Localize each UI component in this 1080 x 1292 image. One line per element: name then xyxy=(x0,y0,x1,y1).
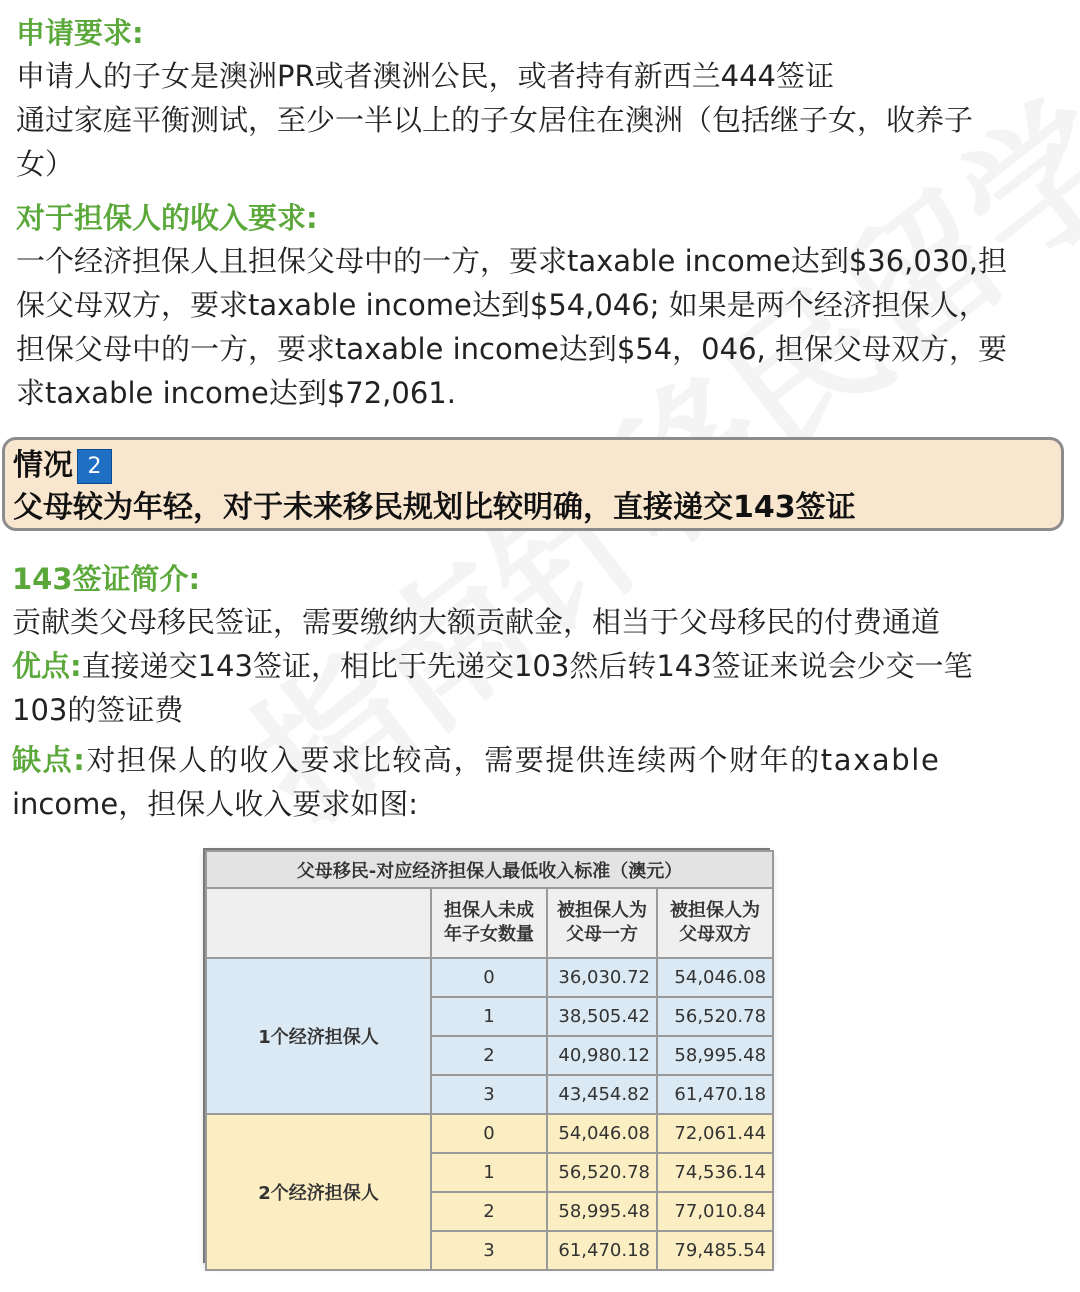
application-requirements-section xyxy=(16,14,1066,186)
cons-line xyxy=(12,738,1066,782)
children-cell: 2 xyxy=(431,1036,547,1075)
paragraph-line: 贡献类父母移民签证，需要缴纳大额贡献金，相当于父母移民的付费通道 xyxy=(12,605,941,639)
header-blank-cell xyxy=(206,888,431,958)
group-label-two-sponsors: 2个经济担保人 xyxy=(206,1114,431,1270)
section-heading: 143签证简介: xyxy=(12,562,201,596)
both-parents-cell: 77,010.84 xyxy=(657,1192,773,1231)
pros-label: 优点: xyxy=(12,649,82,683)
both-parents-cell: 54,046.08 xyxy=(657,958,773,997)
cons-label: 缺点: xyxy=(12,743,87,777)
one-parent-cell: 56,520.78 xyxy=(547,1153,657,1192)
one-parent-cell: 58,995.48 xyxy=(547,1192,657,1231)
table-row xyxy=(206,1114,773,1153)
paragraph-line: 担保父母中的一方，要求taxable income达到$54，046, 担保父母双方，要 xyxy=(16,332,1007,366)
both-parents-cell: 61,470.18 xyxy=(657,1075,773,1114)
children-cell: 0 xyxy=(431,1114,547,1153)
one-parent-cell: 54,046.08 xyxy=(547,1114,657,1153)
paragraph-line: 申请人的子女是澳洲PR或者澳洲公民，或者持有新西兰444签证 xyxy=(16,59,834,93)
section-heading: 申请要求: xyxy=(16,16,144,50)
header-both-parents: 被担保人为 父母双方 xyxy=(657,888,773,958)
children-cell: 1 xyxy=(431,997,547,1036)
children-cell: 0 xyxy=(431,958,547,997)
section-heading: 对于担保人的收入要求: xyxy=(16,201,318,235)
paragraph-line: 女） xyxy=(16,147,75,181)
both-parents-cell: 56,520.78 xyxy=(657,997,773,1036)
paragraph-line: 保父母双方，要求taxable income达到$54,046; 如果是两个经济担保人， xyxy=(16,288,988,322)
both-parents-cell: 74,536.14 xyxy=(657,1153,773,1192)
one-parent-cell: 40,980.12 xyxy=(547,1036,657,1075)
pros-line xyxy=(12,644,1066,688)
children-cell: 2 xyxy=(431,1192,547,1231)
situation-text: 父母较为年轻，对于未来移民规划比较明确，直接递交143签证 xyxy=(13,490,856,525)
paragraph-line: 通过家庭平衡测试，至少一半以上的子女居住在澳洲（包括继子女，收养子 xyxy=(16,103,974,137)
table-row xyxy=(206,958,773,997)
cons-text: 对担保人的收入要求比较高，需要提供连续两个财年的taxable xyxy=(86,743,941,777)
paragraph-line: 103的签证费 xyxy=(12,693,184,727)
one-parent-cell: 61,470.18 xyxy=(547,1231,657,1270)
children-cell: 1 xyxy=(431,1153,547,1192)
paragraph-line: 一个经济担保人且担保父母中的一方，要求taxable income达到$36,030,担 xyxy=(16,244,1007,278)
header-children-count: 担保人未成 年子女数量 xyxy=(431,888,547,958)
table-title: 父母移民-对应经济担保人最低收入标准（澳元） xyxy=(206,851,773,888)
group-label-one-sponsor: 1个经济担保人 xyxy=(206,958,431,1114)
one-parent-cell: 43,454.82 xyxy=(547,1075,657,1114)
one-parent-cell: 36,030.72 xyxy=(547,958,657,997)
situation-label-row xyxy=(13,446,112,486)
situation-label: 情况 xyxy=(13,448,73,483)
sponsor-income-section xyxy=(16,199,1066,415)
situation-number-badge: 2 xyxy=(77,449,112,484)
visa-143-section xyxy=(12,560,1066,826)
income-standard-table xyxy=(203,848,770,1263)
both-parents-cell: 79,485.54 xyxy=(657,1231,773,1270)
one-parent-cell: 38,505.42 xyxy=(547,997,657,1036)
pros-text: 直接递交143签证，相比于先递交103然后转143签证来说会少交一笔 xyxy=(81,649,973,683)
header-one-parent: 被担保人为 父母一方 xyxy=(547,888,657,958)
paragraph-line: 求taxable income达到$72,061. xyxy=(16,376,456,410)
both-parents-cell: 72,061.44 xyxy=(657,1114,773,1153)
paragraph-line: income，担保人收入要求如图: xyxy=(12,787,418,821)
children-cell: 3 xyxy=(431,1231,547,1270)
situation-callout xyxy=(2,437,1064,531)
both-parents-cell: 58,995.48 xyxy=(657,1036,773,1075)
children-cell: 3 xyxy=(431,1075,547,1114)
